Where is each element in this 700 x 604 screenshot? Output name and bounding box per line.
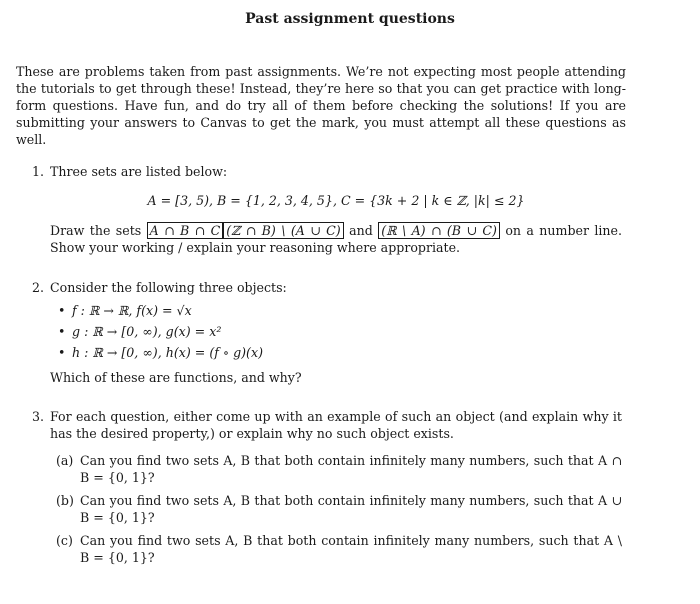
question-number: 2. [32, 280, 45, 295]
sub-question-text: Can you find two sets A, B that both contain infinitely many numbers, such that A ∩ B = {0, 1}? [80, 453, 622, 485]
question-2 [32, 279, 622, 386]
sub-question-label: (c) [56, 533, 73, 548]
sub-question-label: (a) [56, 453, 74, 468]
list-item: • f : ℝ → ℝ, f(x) = √x [50, 302, 622, 319]
sub-question-b [50, 492, 622, 526]
set-expression-3: (ℝ \ A) ∩ (B ∪ C) [378, 222, 500, 239]
question-1-lead: Three sets are listed below: [50, 164, 228, 179]
question-number: 3. [32, 409, 45, 424]
sets-definition: A = [3, 5), B = {1, 2, 3, 4, 5}, C = {3k + 2 | k ∈ ℤ, |k| ≤ 2} [147, 193, 525, 208]
sub-question-text: Can you find two sets A, B that both contain infinitely many numbers, such that A \ B = {0, 1}? [80, 533, 622, 565]
object-list [50, 302, 622, 361]
sub-question-text: Can you find two sets A, B that both contain infinitely many numbers, such that A ∪ B = {0, 1}? [80, 493, 622, 525]
question-3-lead: For each question, either come up with an example of such an object (and explain why it has the desired property,) or explain why no such object exists. [50, 409, 622, 441]
question-number: 1. [32, 164, 45, 179]
sub-question-a [50, 452, 622, 486]
set-expression-2: (ℤ ∩ B) \ (A ∪ C) [223, 222, 343, 239]
draw-suffix: on a number line. Show your working / explain your reasoning where appropriate. [50, 223, 622, 255]
question-3 [32, 408, 622, 566]
question-2-lead: Consider the following three objects: [50, 280, 287, 295]
list-item: • g : ℝ → [0, ∞), g(x) = x² [50, 323, 622, 340]
sub-question-c [50, 532, 622, 566]
question-2-prompt: Which of these are functions, and why? [50, 370, 302, 385]
list-item: • h : ℝ → [0, ∞), h(x) = (f ∘ g)(x) [50, 344, 622, 361]
and-word: and [349, 223, 373, 238]
sub-question-label: (b) [56, 493, 74, 508]
set-expression-1: A ∩ B ∩ C [147, 222, 224, 239]
intro-paragraph: These are problems taken from past assignments. We’re not expecting most people attending the tutorials to get through these! Instead, they’re here so that you can get practice with long-form questions. Have fun, and do try all of them before checking the solutions! If you are submitting your answers to Canvas to get the mark, you must attempt all these questions as well. [16, 64, 626, 147]
page-title: Past assignment questions [245, 11, 455, 27]
draw-prefix: Draw the sets [50, 223, 142, 238]
question-1-instruction [50, 222, 622, 256]
question-1 [32, 163, 622, 256]
